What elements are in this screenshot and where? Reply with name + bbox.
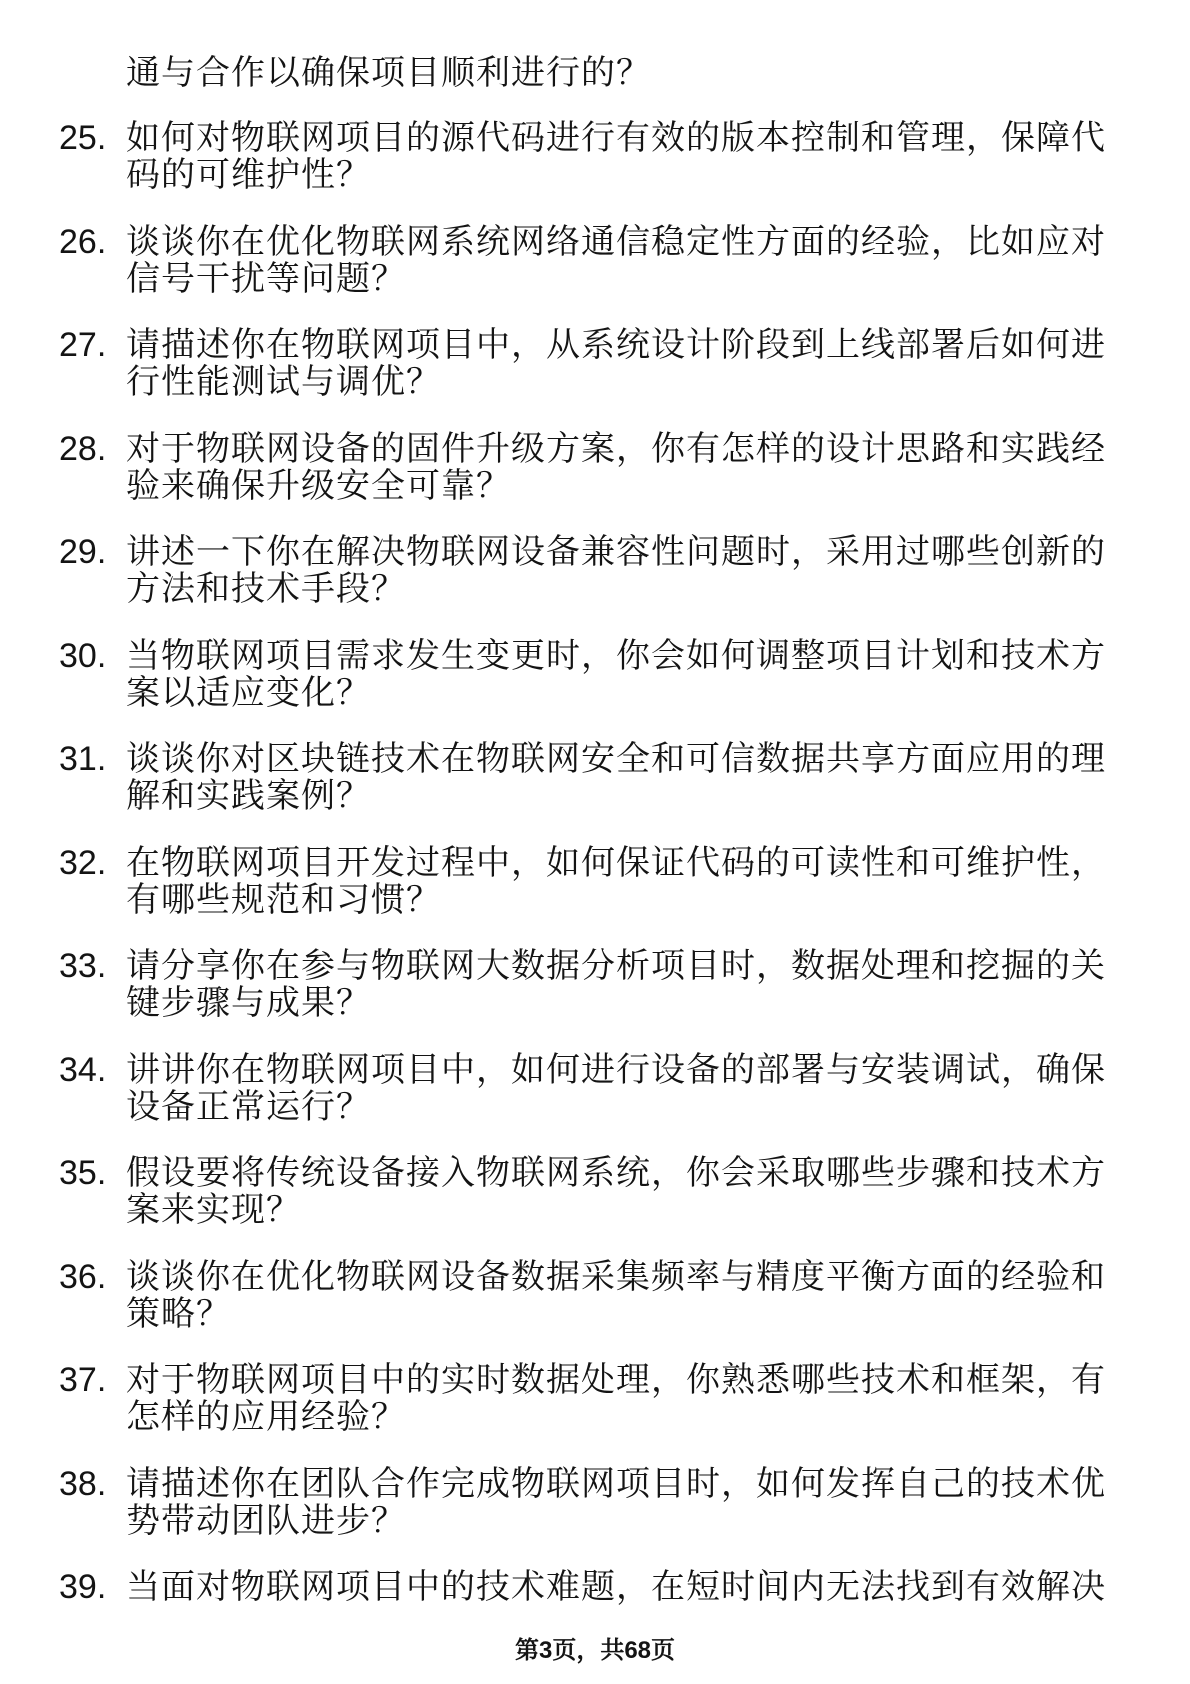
question-text: [126, 1466, 1126, 1540]
question-item: [0, 845, 1190, 919]
question-number: 25.: [59, 119, 107, 157]
question-text-line: 对于物联网项目中的实时数据处理，你熟悉哪些技术和框架，有: [126, 1361, 1106, 1399]
question-text: [126, 1259, 1126, 1333]
question-text-line: 讲述一下你在解决物联网设备兼容性问题时，采用过哪些创新的: [126, 533, 1106, 571]
question-number: 28.: [59, 429, 107, 468]
question-text-line: 请分享你在参与物联网大数据分析项目时，数据处理和挖掘的关: [126, 947, 1106, 985]
question-item: [0, 1569, 1190, 1606]
question-text: [126, 1362, 1126, 1436]
question-text-line: 当面对物联网项目中的技术难题，在短时间内无法找到有效解决: [126, 1568, 1106, 1606]
question-text: [126, 1569, 1126, 1606]
question-text: [126, 1052, 1126, 1126]
question-number: 39.: [59, 1568, 107, 1606]
question-item: [0, 224, 1190, 298]
question-number: 35.: [59, 1154, 107, 1192]
question-text: [126, 224, 1126, 298]
question-text-line: 势带动团队进步？: [126, 1501, 406, 1540]
question-text-line: 案以适应变化？: [126, 673, 371, 712]
question-text-line: 谈谈你在优化物联网设备数据采集频率与精度平衡方面的经验和: [126, 1257, 1106, 1296]
continued-text: 通与合作以确保项目顺利进行的？: [126, 54, 651, 92]
question-number: 32.: [59, 843, 107, 882]
question-number: 31.: [59, 740, 107, 778]
question-text: [126, 948, 1126, 1022]
question-text-line: 信号干扰等问题？: [126, 259, 406, 298]
question-text-line: 行性能测试与调优？: [126, 363, 441, 401]
question-item: [0, 1362, 1190, 1436]
question-text-line: 有哪些规范和习惯？: [126, 880, 441, 919]
question-text-line: 验来确保升级安全可靠？: [126, 466, 511, 505]
question-item: [0, 1259, 1190, 1333]
question-number: 34.: [59, 1050, 107, 1089]
question-text: [126, 741, 1126, 815]
question-number: 26.: [59, 222, 107, 261]
question-number: 38.: [59, 1464, 107, 1503]
question-text-line: 讲讲你在物联网项目中，如何进行设备的部署与安装调试，确保: [126, 1050, 1106, 1089]
question-text-line: 键步骤与成果？: [126, 984, 371, 1022]
question-text-line: 案来实现？: [126, 1191, 301, 1229]
question-text: [126, 845, 1126, 919]
question-text: [126, 1155, 1126, 1229]
question-text-line: 方法和技术手段？: [126, 570, 406, 608]
question-item: [0, 638, 1190, 712]
question-list: [0, 55, 1190, 1636]
question-number: 30.: [59, 636, 107, 675]
question-item: [0, 741, 1190, 815]
question-text-line: 在物联网项目开发过程中，如何保证代码的可读性和可维护性，: [126, 843, 1106, 882]
question-text-line: 假设要将传统设备接入物联网系统，你会采取哪些步骤和技术方: [126, 1154, 1106, 1192]
question-item: [0, 1155, 1190, 1229]
question-text-line: 策略？: [126, 1294, 231, 1333]
question-item: [0, 431, 1190, 505]
question-text-line: 怎样的应用经验？: [126, 1398, 406, 1436]
question-text-line: 谈谈你对区块链技术在物联网安全和可信数据共享方面应用的理: [126, 740, 1106, 778]
question-text: [126, 638, 1126, 712]
question-number: 33.: [59, 947, 107, 985]
question-number: 29.: [59, 533, 107, 571]
question-text-line: 请描述你在物联网项目中，从系统设计阶段到上线部署后如何进: [126, 326, 1106, 364]
question-text-line: 如何对物联网项目的源代码进行有效的版本控制和管理，保障代: [126, 119, 1106, 157]
question-text-line: 解和实践案例？: [126, 777, 371, 815]
question-text: [126, 431, 1126, 505]
question-text-line: 请描述你在团队合作完成物联网项目时，如何发挥自己的技术优: [126, 1464, 1106, 1503]
question-text: [126, 120, 1126, 194]
page-footer: 第3页，共68页: [514, 1637, 676, 1664]
question-number: 27.: [59, 326, 107, 364]
question-text-line: 对于物联网设备的固件升级方案，你有怎样的设计思路和实践经: [126, 429, 1106, 468]
question-item: [0, 327, 1190, 401]
question-item: [0, 1466, 1190, 1540]
question-item: [0, 534, 1190, 608]
question-number: 36.: [59, 1257, 107, 1296]
question-text-line: 谈谈你在优化物联网系统网络通信稳定性方面的经验，比如应对: [126, 222, 1106, 261]
question-number: 37.: [59, 1361, 107, 1399]
question-item: [0, 1052, 1190, 1126]
question-text-line: 当物联网项目需求发生变更时，你会如何调整项目计划和技术方: [126, 636, 1106, 675]
question-text: [126, 534, 1126, 608]
question-text-line: 码的可维护性？: [126, 156, 371, 194]
question-text: [126, 327, 1126, 401]
question-item: [0, 120, 1190, 194]
question-item: [0, 948, 1190, 1022]
question-text-line: 设备正常运行？: [126, 1087, 371, 1126]
